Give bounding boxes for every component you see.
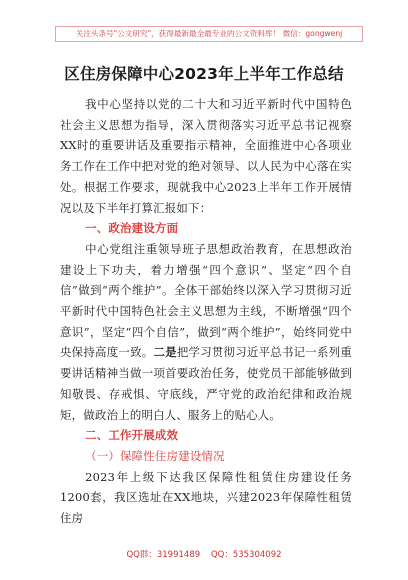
qq-group: QQ群：31991489 xyxy=(126,550,201,560)
emphasis-text: 二是 xyxy=(153,345,177,360)
political-paragraph-part-a: 中心党组注重领导班子思想政治教育，在思想政治建设上下功夫，着力增强“四个意识”、坚定“四个自信”做到“两个维护”。全体干部始终以深入学习贯彻习近平新时代中国特色社会主义思想为主线，不断增强“四个意识”，坚定“四个自信”，做到“两个维护”，始终同党中央保持高度一致。 xyxy=(60,241,352,360)
footer-contact xyxy=(0,548,408,560)
qq-number: QQ：535304092 xyxy=(210,550,282,560)
subsection-heading-housing: （一）保障性住房建设情况 xyxy=(85,448,225,463)
section-heading-results: 二、工作开展成效 xyxy=(85,428,179,443)
intro-paragraph: 我中心坚持以党的二十大和习近平新时代中国特色社会主义思想为指导，深入贯彻落实习近平总书记视察XX时的重要讲话及重要指示精神，全面推进中心各项业务工作在工作中把对党的绝对领导、以人民为中心落在实处。根据工作要求，现就我中心2023上半年工作开展情况以及下半年打算汇报如下： xyxy=(60,97,352,215)
political-paragraph-part-b: 把学习贯彻习近平总书记一系列重要讲话精神当做一项首要政治任务，使党员干部能够做到知敬畏、存戒惧、守底线，严守党的政治纪律和政治规矩，做政治上的明白人、服务上的贴心人。 xyxy=(60,345,352,422)
housing-paragraph: 2023年上级下达我区保障性租赁住房建设任务1200套，我区选址在XX地块，兴建2023年保障性租赁住房 xyxy=(60,469,352,526)
document-body xyxy=(60,94,352,529)
section-heading-political: 一、政治建设方面 xyxy=(85,221,179,236)
document-title: 区住房保障中心2023年上半年工作总结 xyxy=(64,65,344,83)
promo-banner: 关注头条号"公文研究"，获得最新最全最专业的公文资料库！ 微信：gongwenj xyxy=(55,26,363,42)
political-paragraph xyxy=(60,239,352,425)
